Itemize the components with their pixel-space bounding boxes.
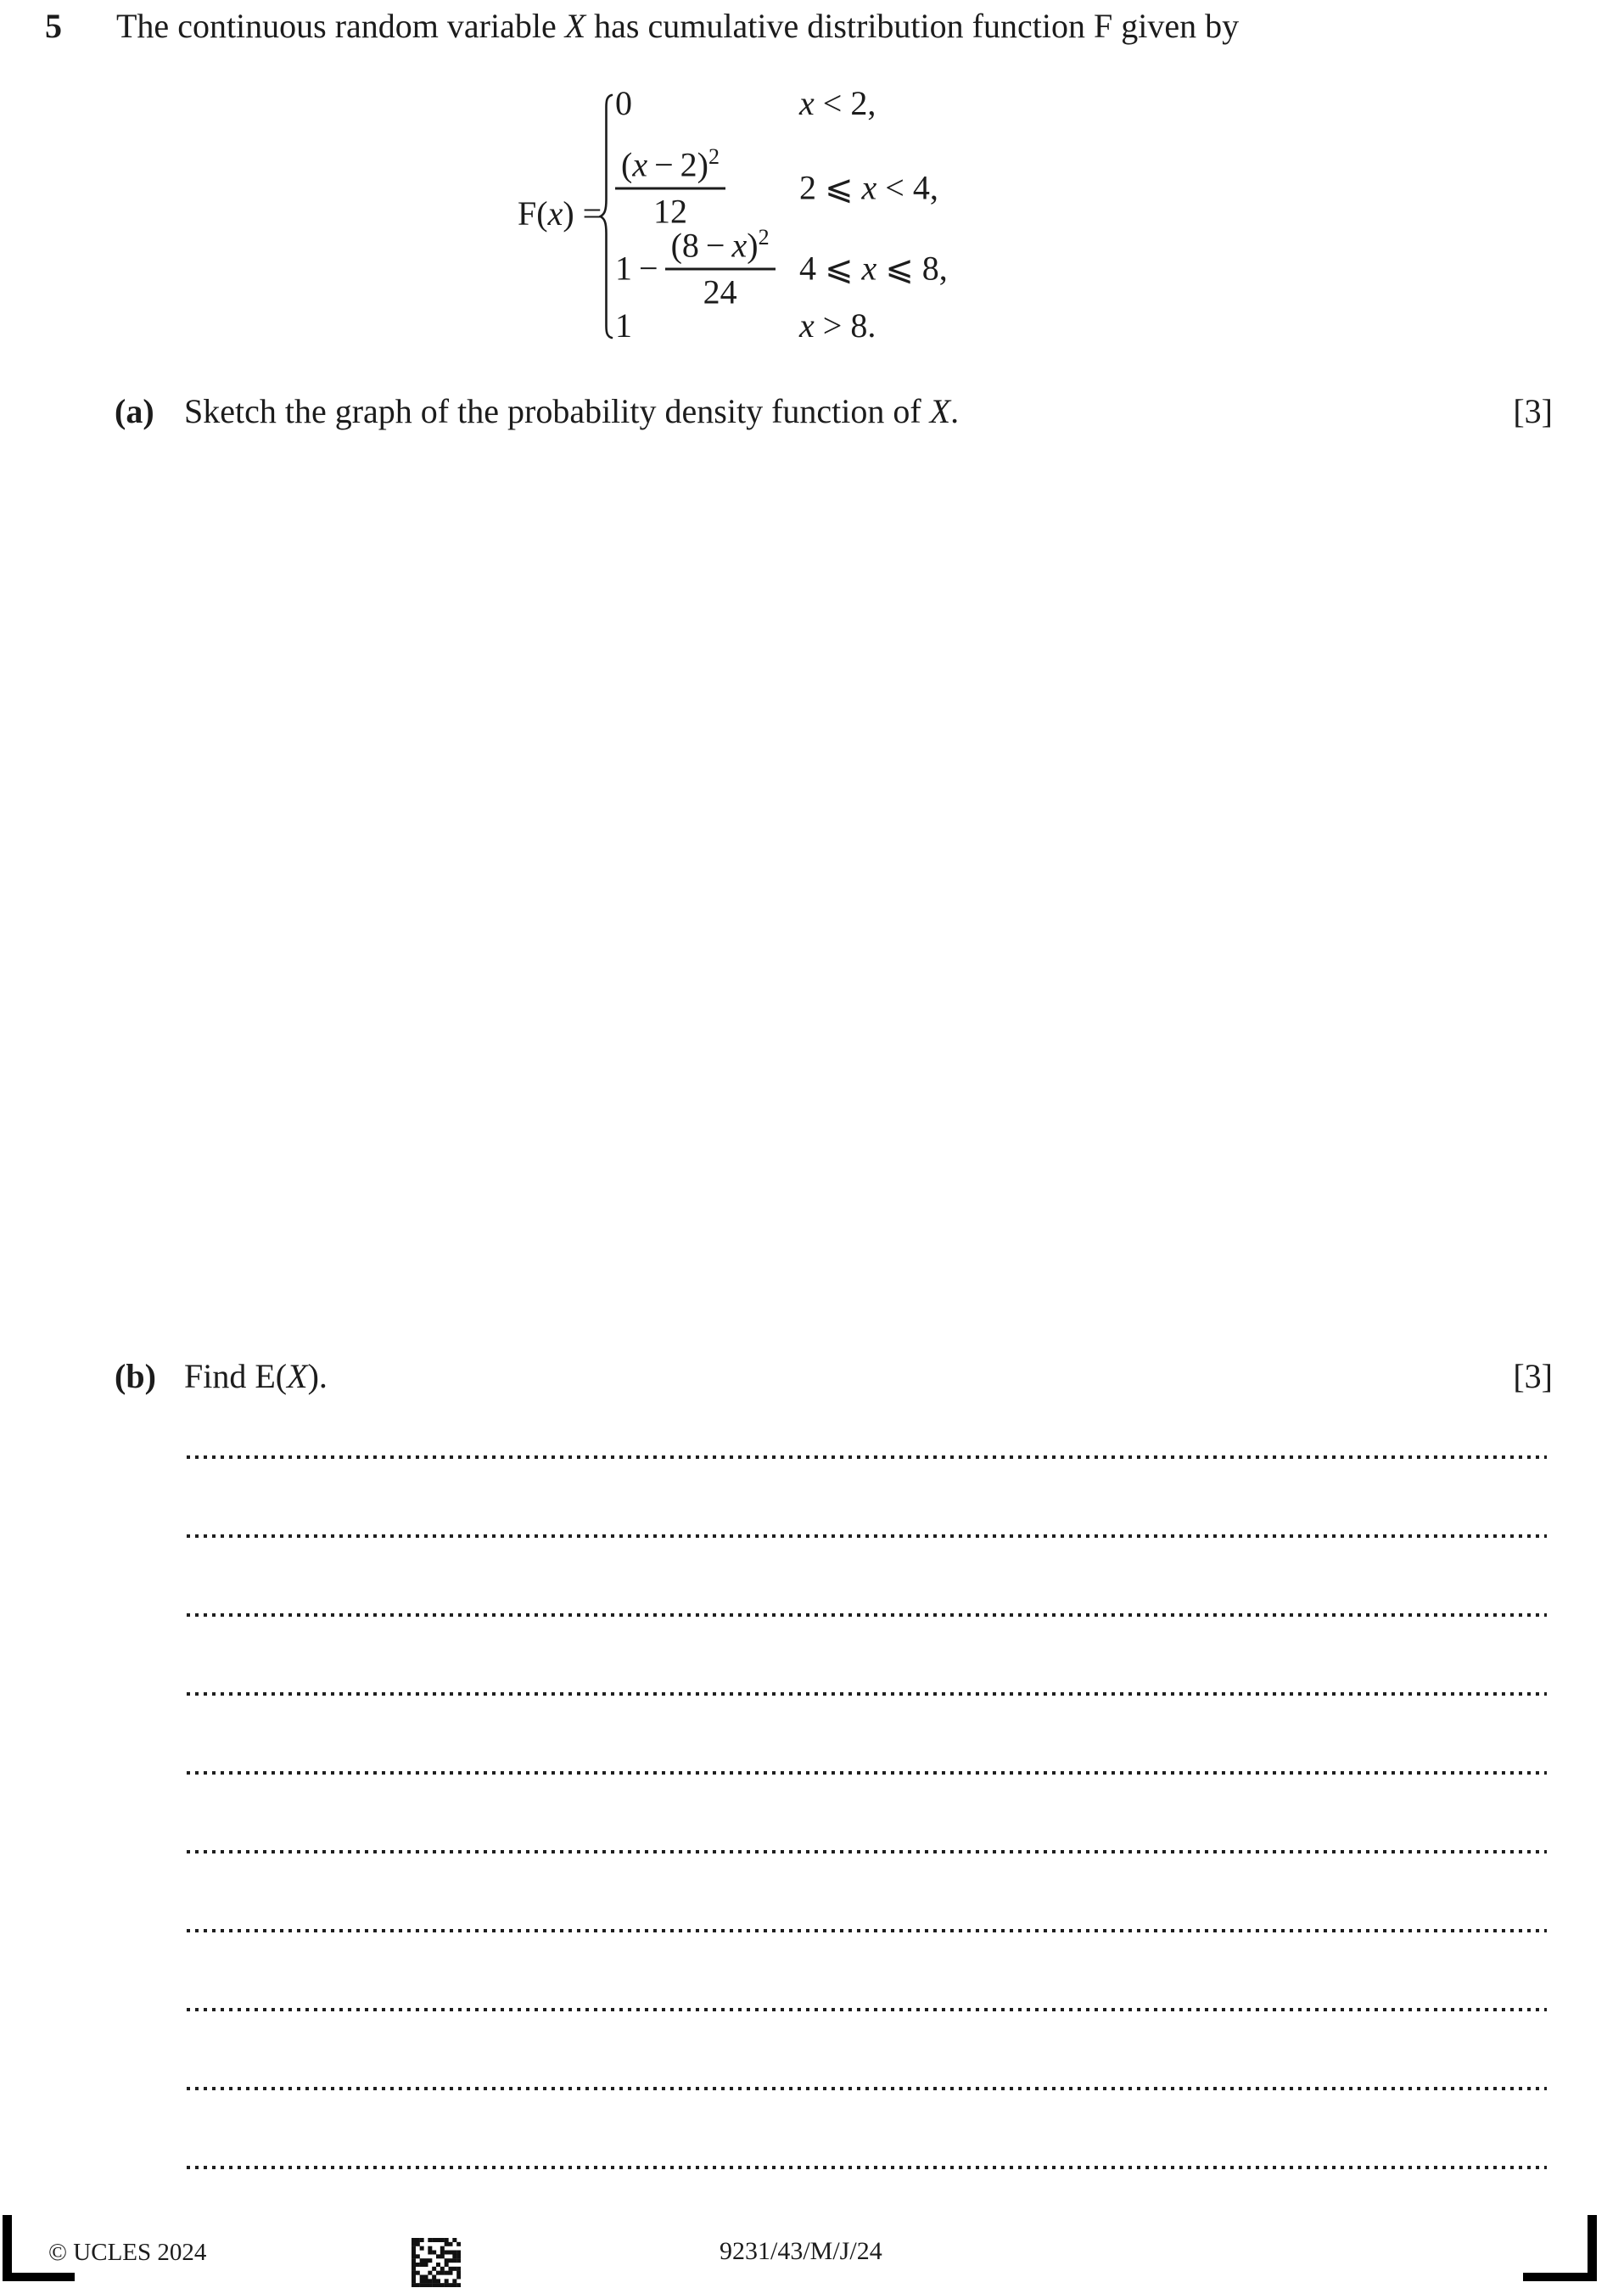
- fraction-denominator: 24: [703, 272, 737, 311]
- answer-line: [187, 2087, 1547, 2090]
- answer-line: [187, 1455, 1547, 1459]
- part-b-label: (b): [115, 1357, 156, 1395]
- left-brace-icon: [599, 93, 614, 339]
- piecewise-expression: 0: [615, 84, 632, 122]
- piecewise-condition: x > 8.: [799, 306, 876, 345]
- question-number: 5: [45, 7, 62, 45]
- piecewise-row: [615, 227, 948, 310]
- crop-mark-bottom-left: [3, 2215, 75, 2281]
- fraction: [615, 144, 725, 231]
- paper-code-text: 9231/43/M/J/24: [720, 2237, 882, 2265]
- piecewise-expression: 1: [615, 306, 632, 345]
- answer-line: [187, 1850, 1547, 1853]
- piecewise-expression: [615, 144, 799, 231]
- part-a-text: Sketch the graph of the probability density function of X.: [184, 392, 960, 430]
- fraction-numerator: $(8 - x)^2$: [665, 227, 776, 271]
- answer-line: [187, 1929, 1547, 1932]
- piecewise-row: [615, 144, 938, 231]
- answer-line: [187, 1534, 1547, 1538]
- part-a-row: [115, 391, 1553, 432]
- answer-line: [187, 2008, 1547, 2011]
- piecewise-row: [615, 84, 876, 122]
- piecewise-expression: [615, 227, 799, 310]
- crop-mark-bottom-right: [1523, 2215, 1597, 2281]
- fraction-numerator: $(x - 2)^2$: [615, 147, 725, 190]
- piecewise-condition: 2 ⩽ x < 4,: [799, 168, 938, 207]
- answer-lines-area: [187, 1455, 1547, 2245]
- fraction-denominator: 12: [653, 192, 687, 231]
- copyright-text: © UCLES 2024: [48, 2239, 207, 2266]
- fraction: [665, 227, 776, 310]
- function-lhs: F(x) =: [518, 194, 602, 233]
- expression-prefix: 1 −: [615, 249, 665, 287]
- question-intro-text: The continuous random variable X has cumulative distribution function F given by: [116, 7, 1240, 45]
- part-a-marks-badge: [3]: [1513, 392, 1553, 430]
- piecewise-function: [518, 85, 1349, 352]
- question-intro-line: [45, 5, 1573, 48]
- datamatrix-barcode-icon: [412, 2238, 461, 2287]
- answer-line: [187, 1613, 1547, 1617]
- part-b-text: Find E(X).: [184, 1357, 328, 1395]
- part-a-label: (a): [115, 392, 154, 430]
- piecewise-condition: 4 ⩽ x ⩽ 8,: [799, 249, 948, 288]
- answer-line: [187, 2166, 1547, 2169]
- piecewise-condition: x < 2,: [799, 84, 876, 122]
- part-b-row: [115, 1356, 1553, 1397]
- part-b-marks-badge: [3]: [1513, 1357, 1553, 1395]
- answer-line: [187, 1771, 1547, 1775]
- piecewise-row: [615, 306, 876, 345]
- answer-line: [187, 1692, 1547, 1696]
